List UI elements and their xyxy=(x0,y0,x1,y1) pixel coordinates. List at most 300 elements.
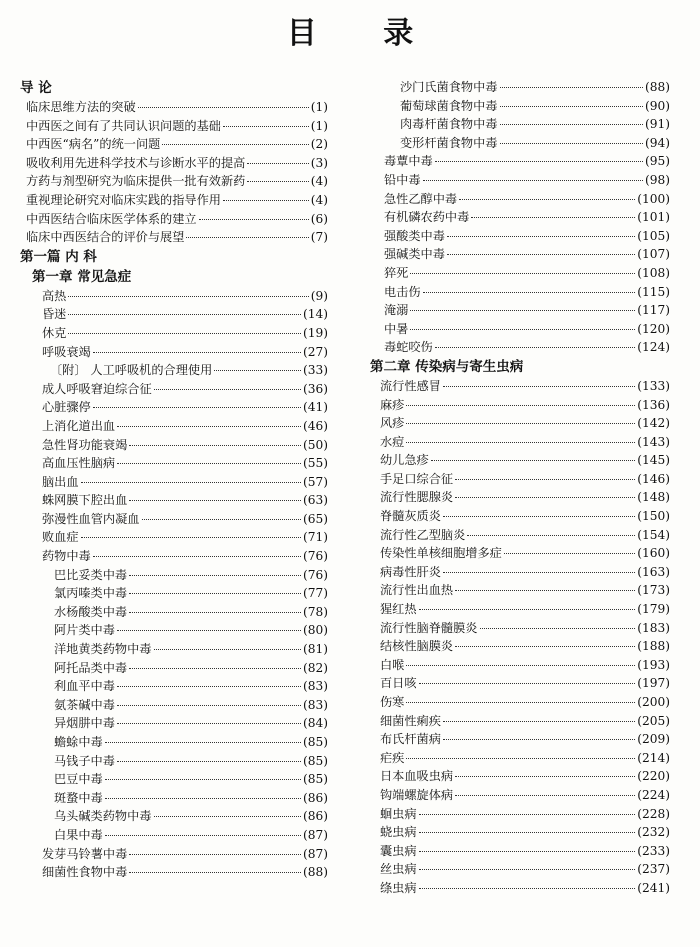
dot-leader xyxy=(117,723,301,724)
toc-page-number: (98) xyxy=(644,172,670,187)
dot-leader xyxy=(129,612,301,613)
dot-leader xyxy=(223,200,309,201)
toc-entry[interactable] xyxy=(20,603,328,622)
dot-leader xyxy=(500,124,643,125)
dot-leader xyxy=(129,575,301,576)
toc-entry-title: 传染性单核细胞增多症 xyxy=(380,546,502,561)
toc-entry[interactable] xyxy=(370,134,670,153)
toc-entry-title: 利血平中毒 xyxy=(54,679,115,694)
toc-entry-title: 铅中毒 xyxy=(384,172,421,187)
toc-entry-title: 猝死 xyxy=(384,265,409,280)
toc-entry[interactable] xyxy=(20,380,328,399)
dot-leader xyxy=(504,553,635,554)
toc-entry[interactable] xyxy=(20,228,328,247)
toc-entry[interactable] xyxy=(370,600,670,619)
toc-entry[interactable] xyxy=(370,730,670,749)
toc-page-number: (1) xyxy=(310,118,328,133)
toc-entry-title: 细菌性食物中毒 xyxy=(42,865,128,880)
toc-entry[interactable] xyxy=(370,507,670,526)
toc-entry-title: 急性乙醇中毒 xyxy=(384,191,458,206)
toc-page-number: (9) xyxy=(310,288,328,303)
toc-entry-title: 猩红热 xyxy=(380,602,417,617)
toc-page-number: (2) xyxy=(310,137,328,152)
toc-page-number: (232) xyxy=(637,825,670,840)
dot-leader xyxy=(406,758,635,759)
toc-entry[interactable] xyxy=(370,152,670,171)
toc-entry-title: 呼吸衰竭 xyxy=(42,344,91,359)
toc-entry[interactable] xyxy=(20,640,328,659)
toc-section-heading: 导 论 xyxy=(20,80,52,96)
toc-entry-title: 疟疾 xyxy=(380,750,405,765)
toc-entry-title: 临床思维方法的突破 xyxy=(26,100,136,114)
toc-entry-title: 沙门氏菌食物中毒 xyxy=(400,80,498,94)
toc-entry[interactable] xyxy=(20,436,328,455)
toc-entry[interactable] xyxy=(370,78,670,97)
toc-entry[interactable] xyxy=(20,789,328,808)
toc-entry[interactable] xyxy=(370,433,670,452)
toc-page-number: (193) xyxy=(637,657,670,672)
toc-entry[interactable] xyxy=(20,361,328,380)
toc-entry[interactable] xyxy=(370,414,670,433)
toc-page-number: (100) xyxy=(637,191,670,206)
toc-entry[interactable] xyxy=(20,473,328,492)
toc-page-number: (77) xyxy=(302,586,328,601)
toc-entry[interactable] xyxy=(20,117,328,136)
toc-entry-title: 百日咳 xyxy=(380,676,417,691)
toc-left-column xyxy=(20,78,328,882)
dot-leader xyxy=(162,144,308,145)
toc-entry[interactable] xyxy=(20,454,328,473)
toc-page-number: (55) xyxy=(302,456,328,471)
toc-entry[interactable] xyxy=(370,470,670,489)
toc-entry-title: 幼儿急疹 xyxy=(380,453,429,468)
toc-entry[interactable] xyxy=(20,417,328,436)
toc-list-right xyxy=(370,78,670,898)
toc-entry[interactable] xyxy=(370,693,670,712)
dot-leader xyxy=(419,888,636,889)
dot-leader xyxy=(447,254,635,255)
dot-leader xyxy=(129,500,301,501)
toc-entry-title: 变形杆菌食物中毒 xyxy=(400,135,498,150)
toc-entry[interactable] xyxy=(20,584,328,603)
toc-section-heading: 第一章 常见急症 xyxy=(32,268,132,285)
toc-page-number: (86) xyxy=(302,790,328,805)
dot-leader xyxy=(423,292,636,293)
toc-page-number: (80) xyxy=(302,623,328,638)
toc-page-number: (78) xyxy=(302,604,328,619)
toc-entry-title: 蛲虫病 xyxy=(380,825,417,840)
toc-entry-title: 昏迷 xyxy=(42,307,67,322)
toc-entry-title: 〔附〕 人工呼吸机的合理使用 xyxy=(50,363,213,378)
toc-entry-title: 白喉 xyxy=(380,657,405,672)
dot-leader xyxy=(455,646,635,647)
toc-entry-title: 蛛网膜下腔出血 xyxy=(42,493,128,508)
toc-entry-title: 中西医结合临床医学体系的建立 xyxy=(26,211,197,226)
toc-page-number: (46) xyxy=(302,418,328,433)
toc-page-number: (85) xyxy=(302,753,328,768)
toc-entry[interactable] xyxy=(370,879,670,898)
toc-entry[interactable] xyxy=(20,826,328,845)
toc-entry[interactable] xyxy=(20,566,328,585)
toc-entry-title: 中西医“病名”的统一问题 xyxy=(26,137,161,152)
dot-leader xyxy=(129,854,301,855)
toc-entry[interactable] xyxy=(20,324,328,343)
toc-entry-title: 休克 xyxy=(42,325,67,340)
toc-entry-title: 重视理论研究对临床实践的指导作用 xyxy=(26,192,221,207)
toc-entry[interactable] xyxy=(20,677,328,696)
toc-entry-title: 洋地黄类药物中毒 xyxy=(54,642,152,657)
toc-entry[interactable] xyxy=(370,674,670,693)
toc-entry[interactable] xyxy=(370,823,670,842)
dot-leader xyxy=(117,463,301,464)
toc-entry[interactable] xyxy=(20,398,328,417)
dot-leader xyxy=(455,497,635,498)
toc-page-number: (83) xyxy=(302,697,328,712)
dot-leader xyxy=(142,519,301,520)
toc-page-number: (173) xyxy=(637,583,670,598)
toc-entry[interactable] xyxy=(20,343,328,362)
toc-entry[interactable] xyxy=(370,338,670,357)
toc-page-number: (133) xyxy=(637,378,670,393)
toc-entry-title: 脊髓灰质炎 xyxy=(380,509,441,524)
dot-leader xyxy=(247,181,308,182)
toc-entry[interactable] xyxy=(20,659,328,678)
toc-entry[interactable] xyxy=(20,510,328,529)
dot-leader xyxy=(419,869,636,870)
toc-page-number: (88) xyxy=(644,80,670,94)
toc-entry-title: 麻疹 xyxy=(380,397,405,412)
toc-entry-title: 阿托品类中毒 xyxy=(54,660,128,675)
toc-page-number: (150) xyxy=(637,509,670,524)
toc-page-number: (148) xyxy=(637,490,670,505)
dot-leader xyxy=(129,872,301,873)
dot-leader xyxy=(419,609,636,610)
dot-leader xyxy=(154,816,301,817)
toc-page-number: (82) xyxy=(302,660,328,675)
toc-entry[interactable] xyxy=(370,619,670,638)
toc-entry[interactable] xyxy=(370,97,670,116)
dot-leader xyxy=(199,219,309,220)
toc-page-number: (85) xyxy=(302,772,328,787)
toc-entry[interactable] xyxy=(20,191,328,210)
toc-entry[interactable] xyxy=(20,752,328,771)
toc-entry[interactable] xyxy=(370,656,670,675)
dot-leader xyxy=(406,442,635,443)
toc-entry[interactable] xyxy=(20,210,328,229)
toc-entry-title: 有机磷农药中毒 xyxy=(384,210,470,225)
dot-leader xyxy=(68,296,308,297)
dot-leader xyxy=(117,686,301,687)
toc-page-number: (95) xyxy=(644,154,670,169)
toc-page-number: (57) xyxy=(302,474,328,489)
toc-entry[interactable] xyxy=(370,488,670,507)
dot-leader xyxy=(68,333,301,334)
toc-entry-title: 巴豆中毒 xyxy=(54,772,103,787)
dot-leader xyxy=(467,535,635,536)
dot-leader xyxy=(117,630,301,631)
toc-page-number: (145) xyxy=(637,453,670,468)
toc-entry-title: 水杨酸类中毒 xyxy=(54,604,128,619)
toc-entry[interactable] xyxy=(370,301,670,320)
toc-entry[interactable] xyxy=(370,264,670,283)
dot-leader xyxy=(247,163,308,164)
toc-entry[interactable] xyxy=(20,98,328,117)
toc-entry-title: 药物中毒 xyxy=(42,549,91,564)
toc-entry[interactable] xyxy=(370,526,670,545)
dot-leader xyxy=(500,87,643,88)
dot-leader xyxy=(68,314,301,315)
toc-entry[interactable] xyxy=(370,115,670,134)
toc-entry[interactable] xyxy=(370,283,670,302)
toc-page-number: (50) xyxy=(302,437,328,452)
toc-entry[interactable] xyxy=(370,396,670,415)
toc-entry-title: 发芽马铃薯中毒 xyxy=(42,846,128,861)
dot-leader xyxy=(500,106,643,107)
toc-entry[interactable] xyxy=(370,749,670,768)
toc-entry-title: 流行性乙型脑炎 xyxy=(380,527,466,542)
toc-entry-title: 水痘 xyxy=(380,434,405,449)
dot-leader xyxy=(423,180,643,181)
toc-page-number: (86) xyxy=(302,809,328,824)
toc-page-number: (105) xyxy=(637,228,670,243)
dot-leader xyxy=(223,126,309,127)
toc-entry[interactable] xyxy=(20,305,328,324)
toc-entry-title: 巴比妥类中毒 xyxy=(54,567,128,582)
toc-entry[interactable] xyxy=(370,581,670,600)
toc-entry-title: 丝虫病 xyxy=(380,862,417,877)
dot-leader xyxy=(129,668,301,669)
toc-entry-title: 成人呼吸窘迫综合征 xyxy=(42,381,152,396)
dot-leader xyxy=(443,516,635,517)
dot-leader xyxy=(447,236,635,237)
toc-page-number: (7) xyxy=(310,230,328,245)
dot-leader xyxy=(419,683,636,684)
toc-entry-title: 上消化道出血 xyxy=(42,418,116,433)
toc-entry[interactable] xyxy=(20,733,328,752)
toc-page-number: (81) xyxy=(302,642,328,657)
toc-page-number: (65) xyxy=(302,511,328,526)
toc-entry-title: 心脏骤停 xyxy=(42,400,91,415)
toc-entry-title: 临床中西医结合的评价与展望 xyxy=(26,230,185,245)
toc-page-number: (205) xyxy=(637,713,670,728)
toc-page-number: (41) xyxy=(302,400,328,415)
toc-entry[interactable] xyxy=(370,245,670,264)
toc-entry-title: 流行性出血热 xyxy=(380,583,454,598)
toc-page-number: (179) xyxy=(637,602,670,617)
toc-entry[interactable] xyxy=(370,842,670,861)
toc-page-number: (91) xyxy=(644,117,670,132)
toc-entry-title: 流行性脑脊髓膜炎 xyxy=(380,620,478,635)
toc-entry-title: 结核性脑膜炎 xyxy=(380,639,454,654)
toc-entry-title: 流行性腮腺炎 xyxy=(380,490,454,505)
toc-entry-title: 中西医之间有了共同认识问题的基础 xyxy=(26,118,221,133)
dot-leader xyxy=(443,739,635,740)
toc-page-number: (209) xyxy=(637,732,670,747)
toc-entry-title: 伤寒 xyxy=(380,695,405,709)
toc-entry-title: 异烟肼中毒 xyxy=(54,716,115,731)
toc-page-number: (33) xyxy=(302,363,328,378)
toc-entry[interactable] xyxy=(20,135,328,154)
toc-page-number: (124) xyxy=(637,340,670,355)
toc-page-number: (1) xyxy=(310,100,328,114)
toc-entry-title: 白果中毒 xyxy=(54,827,103,842)
toc-entry-title: 强碱类中毒 xyxy=(384,247,445,262)
toc-page-number: (228) xyxy=(637,806,670,821)
dot-leader xyxy=(154,389,301,390)
toc-entry[interactable] xyxy=(370,786,670,805)
dot-leader xyxy=(443,721,635,722)
toc-entry[interactable] xyxy=(20,154,328,173)
toc-page-number: (85) xyxy=(302,735,328,749)
toc-entry[interactable] xyxy=(20,845,328,864)
dot-leader xyxy=(406,665,635,666)
toc-page-number: (163) xyxy=(637,564,670,579)
toc-entry[interactable] xyxy=(370,637,670,656)
dot-leader xyxy=(435,161,643,162)
toc-entry[interactable] xyxy=(370,563,670,582)
toc-entry[interactable] xyxy=(370,805,670,824)
toc-page-number: (87) xyxy=(302,846,328,861)
toc-page-number: (90) xyxy=(644,98,670,113)
toc-page-number: (146) xyxy=(637,471,670,486)
toc-page-number: (241) xyxy=(637,880,670,895)
toc-page-number: (237) xyxy=(637,862,670,877)
toc-entry-title: 蛔虫病 xyxy=(380,806,417,821)
dot-leader xyxy=(93,352,301,353)
toc-page-number: (76) xyxy=(302,567,328,582)
toc-entry-title: 肉毒杆菌食物中毒 xyxy=(400,117,498,132)
toc-section-heading: 第一篇 内 科 xyxy=(20,248,97,265)
toc-entry-title: 囊虫病 xyxy=(380,843,417,858)
dot-leader xyxy=(93,407,301,408)
toc-page-number: (101) xyxy=(637,210,670,225)
toc-page-number: (115) xyxy=(637,284,670,299)
toc-entry[interactable] xyxy=(370,190,670,209)
dot-leader xyxy=(459,199,635,200)
dot-leader xyxy=(129,593,301,594)
dot-leader xyxy=(129,445,301,446)
toc-entry-title: 日本血吸虫病 xyxy=(380,769,454,784)
toc-entry[interactable] xyxy=(20,807,328,826)
toc-entry[interactable] xyxy=(20,287,328,306)
toc-entry-title: 细菌性痢疾 xyxy=(380,713,441,728)
toc-entry-title: 电击伤 xyxy=(384,284,421,299)
toc-page-number: (36) xyxy=(302,381,328,396)
toc-entry-title: 葡萄球菌食物中毒 xyxy=(400,98,498,113)
toc-entry-title: 强酸类中毒 xyxy=(384,228,445,243)
dot-leader xyxy=(93,556,301,557)
toc-entry-title: 淹溺 xyxy=(384,303,409,318)
toc-page-number: (87) xyxy=(302,827,328,842)
toc-entry-title: 马钱子中毒 xyxy=(54,753,115,768)
toc-entry[interactable] xyxy=(370,712,670,731)
toc-entry[interactable] xyxy=(20,770,328,789)
toc-entry[interactable] xyxy=(370,320,670,339)
toc-entry-title: 乌头碱类药物中毒 xyxy=(54,809,152,824)
toc-section-heading: 第二章 传染病与寄生虫病 xyxy=(370,358,524,375)
toc-entry-title: 病毒性肝炎 xyxy=(380,564,441,579)
toc-page-number: (63) xyxy=(302,493,328,508)
toc-entry[interactable] xyxy=(20,696,328,715)
toc-entry-title: 脑出血 xyxy=(42,474,79,489)
toc-page-number: (19) xyxy=(302,325,328,340)
dot-leader xyxy=(105,742,301,743)
toc-entry[interactable] xyxy=(370,451,670,470)
dot-leader xyxy=(105,798,301,799)
toc-entry-title: 风疹 xyxy=(380,416,405,431)
dot-leader xyxy=(406,423,635,424)
dot-leader xyxy=(117,705,301,706)
toc-page-number: (136) xyxy=(637,397,670,412)
toc-entry-title: 氨茶碱中毒 xyxy=(54,697,115,712)
toc-entry-title: 弥漫性血管内凝血 xyxy=(42,511,140,526)
toc-entry-title: 毒蛇咬伤 xyxy=(384,340,433,355)
dot-leader xyxy=(431,460,635,461)
toc-entry-title: 高热 xyxy=(42,288,67,303)
toc-page-number: (84) xyxy=(302,716,328,731)
toc-entry-title: 败血症 xyxy=(42,530,79,545)
dot-leader xyxy=(81,537,301,538)
toc-page-number: (154) xyxy=(637,527,670,542)
toc-entry-title: 中暑 xyxy=(384,321,409,336)
toc-page-number: (120) xyxy=(637,321,670,336)
toc-page-number: (214) xyxy=(637,750,670,765)
toc-page-number: (14) xyxy=(302,307,328,322)
toc-page-number: (83) xyxy=(302,679,328,694)
page-title: 目 录 xyxy=(286,16,442,51)
toc-entry[interactable] xyxy=(20,621,328,640)
toc-page-number: (108) xyxy=(637,265,670,280)
toc-entry-title: 斑蝥中毒 xyxy=(54,790,103,805)
dot-leader xyxy=(443,572,635,573)
dot-leader xyxy=(480,628,636,629)
toc-list-left xyxy=(20,78,328,882)
toc-page-number: (94) xyxy=(644,135,670,150)
toc-entry-title: 绦虫病 xyxy=(380,880,417,895)
dot-leader xyxy=(435,347,635,348)
toc-entry[interactable] xyxy=(370,227,670,246)
toc-entry-title: 阿片类中毒 xyxy=(54,623,115,638)
dot-leader xyxy=(419,851,636,852)
toc-page-number: (143) xyxy=(637,434,670,449)
dot-leader xyxy=(214,370,301,371)
toc-entry[interactable] xyxy=(20,863,328,882)
toc-page-number: (76) xyxy=(302,549,328,564)
dot-leader xyxy=(154,649,301,650)
dot-leader xyxy=(419,814,636,815)
dot-leader xyxy=(138,107,309,108)
toc-entry[interactable] xyxy=(20,172,328,191)
toc-entry-title: 蟾蜍中毒 xyxy=(54,735,103,749)
dot-leader xyxy=(455,795,635,796)
toc-entry[interactable] xyxy=(370,377,670,396)
toc-page-number: (200) xyxy=(637,695,670,709)
toc-entry[interactable] xyxy=(20,547,328,566)
toc-entry[interactable] xyxy=(20,491,328,510)
toc-entry[interactable] xyxy=(370,208,670,227)
toc-entry-title: 急性肾功能衰竭 xyxy=(42,437,128,452)
toc-entry[interactable] xyxy=(370,544,670,563)
dot-leader xyxy=(105,779,301,780)
toc-entry-title: 布氏杆菌病 xyxy=(380,732,441,747)
toc-entry[interactable] xyxy=(20,714,328,733)
toc-entry[interactable] xyxy=(20,528,328,547)
toc-entry[interactable] xyxy=(370,767,670,786)
toc-entry[interactable] xyxy=(370,171,670,190)
dot-leader xyxy=(105,835,301,836)
toc-entry[interactable] xyxy=(370,860,670,879)
toc-right-column xyxy=(370,78,670,898)
